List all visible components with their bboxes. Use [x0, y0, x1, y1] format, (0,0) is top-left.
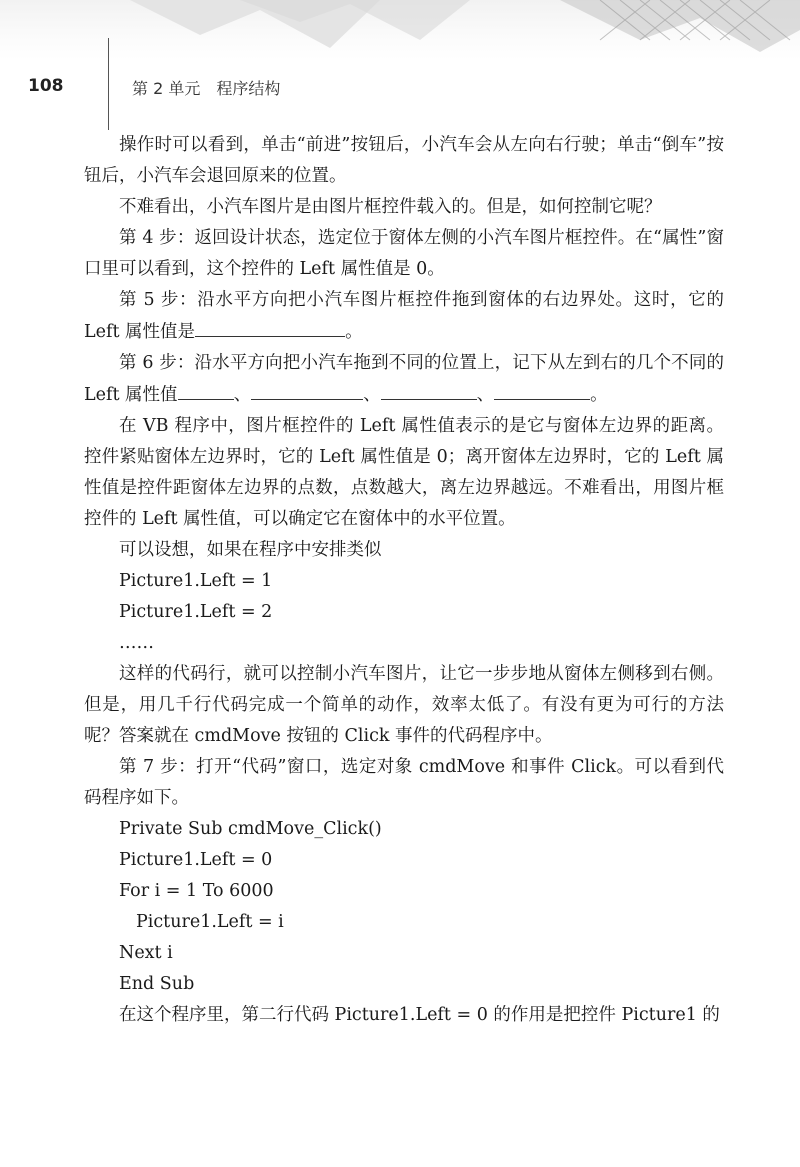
- code-line: Picture1.Left = 2: [119, 602, 273, 622]
- paragraph-text: 。: [590, 385, 608, 405]
- page-body: [84, 130, 724, 1031]
- paragraph-step6: [84, 348, 724, 411]
- paragraph: 不难看出，小汽车图片是由图片框控件载入的。但是，如何控制它呢？: [119, 197, 662, 217]
- paragraph: 第 4 步：返回设计状态，选定位于窗体左侧的小汽车图片框控件。在“属性”窗口里可以看到，这个控件的 Left 属性值是 0。: [84, 228, 724, 279]
- code-line: For i = 1 To 6000: [119, 881, 274, 901]
- paragraph-text: 第 6 步：沿水平方向把小汽车拖到不同的位置上，记下从左到右的几个不同的 Left 属性值: [84, 353, 724, 405]
- separator: 、: [476, 385, 495, 405]
- paragraph: 这样的代码行，就可以控制小汽车图片，让它一步步地从窗体左侧移到右侧。但是，用几千行代码完成一个简单的动作，效率太低了。有没有更为可行的方法呢？答案就在 cmdMove 按钮的 Click 事件的代码程序中。: [84, 664, 724, 746]
- paragraph: 可以设想，如果在程序中安排类似: [119, 540, 382, 560]
- fill-in-blank: [178, 379, 234, 400]
- fill-in-blank: [494, 379, 590, 400]
- separator: 、: [233, 385, 252, 405]
- page-header: [0, 0, 800, 130]
- fill-in-blank: [251, 379, 363, 400]
- section-title: 第 2 单元 程序结构: [132, 79, 281, 98]
- page-number: 108: [28, 76, 64, 96]
- fill-in-blank: [381, 379, 477, 400]
- code-line: Picture1.Left = 0: [119, 850, 273, 870]
- paragraph-text: 。: [345, 322, 363, 342]
- paragraph-step5: [84, 285, 724, 348]
- separator: 、: [363, 385, 381, 405]
- code-line: Next i: [119, 943, 173, 963]
- fill-in-blank: [195, 316, 345, 337]
- paragraph: 在 VB 程序中，图片框控件的 Left 属性值表示的是它与窗体左边界的距离。控件紧贴窗体左边界时，它的 Left 属性值是 0；离开窗体左边界时，它的 Left 属性值是控件距窗体左边界的点数，点数越大，离左边界越远。不难看出，用图片框控件的 Left 属性值，可以确定它在窗体中的水平位置。: [84, 416, 724, 529]
- paragraph-text: 第 5 步：沿水平方向把小汽车图片框控件拖到窗体的右边界处。这时，它的 Left 属性值是: [84, 290, 724, 342]
- code-line: End Sub: [119, 974, 195, 994]
- code-line: Picture1.Left = i: [136, 912, 284, 932]
- code-line: Picture1.Left = 1: [119, 571, 273, 591]
- paragraph: 在这个程序里，第二行代码 Picture1.Left = 0 的作用是把控件 Picture1 的: [119, 1005, 720, 1025]
- paragraph: 操作时可以看到，单击“前进”按钮后，小汽车会从左向右行驶；单击“倒车”按钮后，小汽车会退回原来的位置。: [84, 135, 724, 186]
- paragraph: 第 7 步：打开“代码”窗口，选定对象 cmdMove 和事件 Click。可以看到代码程序如下。: [84, 757, 724, 808]
- code-line: ……: [119, 633, 154, 653]
- header-divider: [108, 38, 109, 130]
- code-line: Private Sub cmdMove_Click(): [119, 819, 382, 839]
